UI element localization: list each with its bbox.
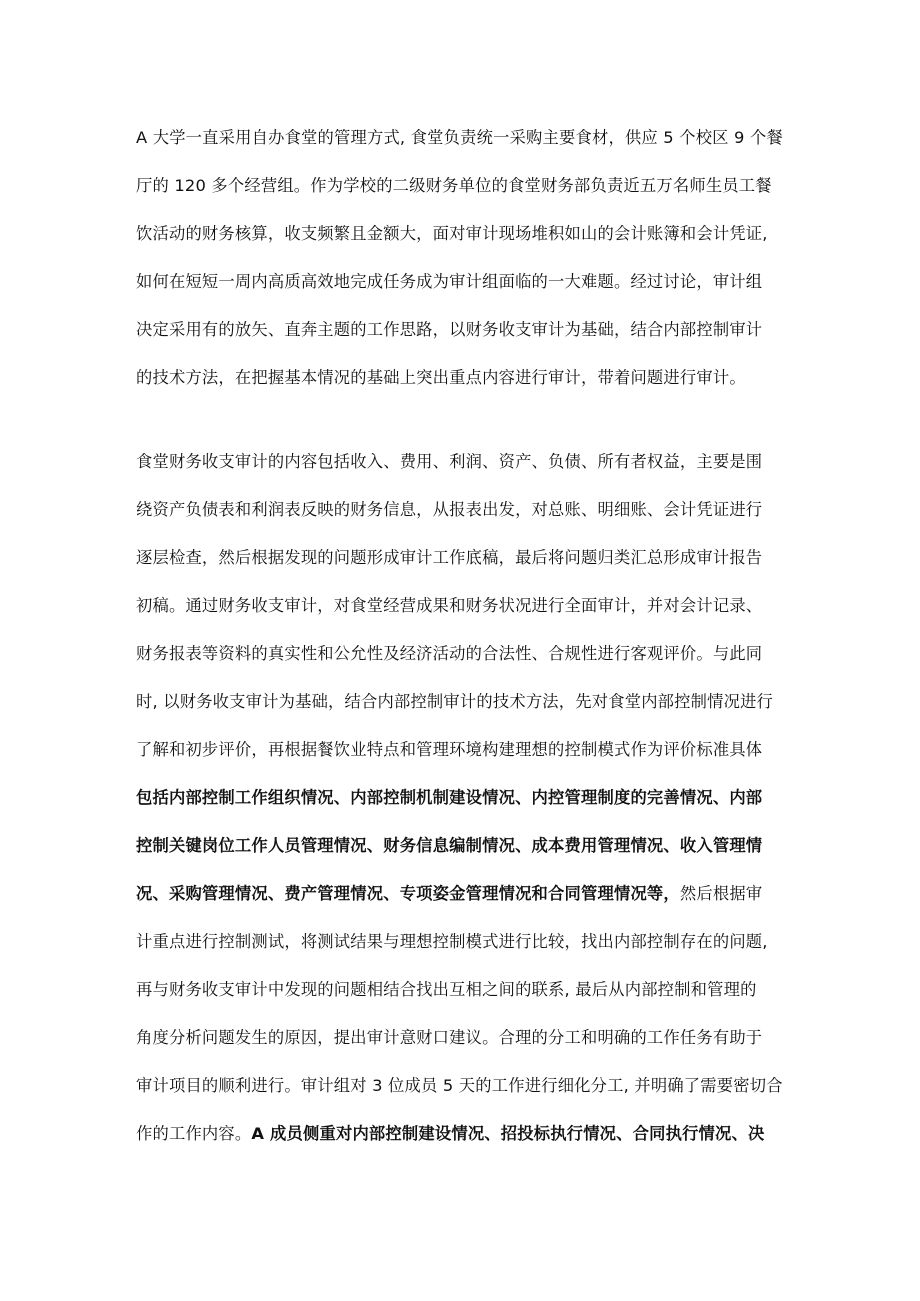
text-line: 的技术方法，在把握基本情况的基础上突出重点内容进行审计，带着问题进行审计。 <box>136 368 746 387</box>
text-line: 角度分析问题发生的原因，提出审计意财口建议。合理的分工和明确的工作任务有助于 <box>136 1028 763 1047</box>
text-line: 财务报表等资料的真实性和公允性及经济活动的合法性、合规性进行客观评价。与此同 <box>136 644 763 663</box>
text-line-mixed <box>136 882 796 906</box>
text-line-bold: 控制关键岗位工作人员管理情况、财务信息编制情况、成本费用管理情况、收入管理情 <box>136 836 763 855</box>
text-line: 食堂财务收支审计的内容包括收入、费用、利润、资产、负债、所有者权益，主要是围 <box>136 452 763 471</box>
text-line: 决定采用有的放矢、直奔主题的工作思路，以财务收支审计为基础，结合内部控制审计 <box>136 320 763 339</box>
text-line-bold: 包括内部控制工作组织情况、内部控制机制建设情况、内控管理制度的完善情况、内部 <box>136 788 763 807</box>
bold-span: 况、采购管理情况、费产管理情况、专项姿金管理情况和合同管理情况等， <box>136 884 680 903</box>
text-line: 再与财务收支审计中发现的问题相结合找出互相之间的联系, 最后从内部控制和管理的 <box>136 980 757 999</box>
text-line: A 大学一直采用自办食堂的管理方式, 食堂负责统一采购主要食材，供应 5 个校区 9 个餐 <box>136 128 783 147</box>
text-line: 计重点进行控制测试，将测试结果与理想控制模式进行比较，找出内部控制存在的问题, <box>136 932 768 951</box>
text-line: 如何在短短一周内高质高效地完成任务成为审计组面临的一大难题。经过讨论，审计组 <box>136 272 763 291</box>
text-line: 初稿。通过财务收支审计，对食堂经营成果和财务状况进行全面审计，并对会计记录、 <box>136 596 763 615</box>
text-line: 时, 以财务收支审计为基础，结合内部控制审计的技术方法，先对食堂内部控制情况进行 <box>136 692 774 711</box>
text-line: 饮活动的财务核算，收支频繁且金额大，面对审计现场堆积如山的会计账簿和会计凭证, <box>136 224 768 243</box>
text-line: 绕资产负债表和利润表反映的财务信息，从报表出发，对总账、明细账、会计凭证进行 <box>136 500 763 519</box>
text-line: 审计项目的顺利进行。审计组对 3 位成员 5 天的工作进行细化分工, 并明确了需要密切合 <box>136 1076 783 1095</box>
text-line: 了解和初步评价，再根据餐饮业特点和管理环境构建理想的控制模式作为评价标准具体 <box>136 740 763 759</box>
text-line: 逐层检查，然后根据发现的问题形成审计工作底稿，最后将问题归类汇总形成审计报告 <box>136 548 763 567</box>
bold-span: A 成员侧重对内部控制建设情况、招投标执行情况、合同执行情况、决 <box>251 1124 765 1143</box>
normal-span: 然后根据审 <box>679 884 763 903</box>
text-line-mixed <box>136 1122 796 1146</box>
text-line: 厅的 120 多个经营组。作为学校的二级财务单位的食堂财务部负责近五万名师生员工餐 <box>136 176 772 195</box>
normal-span: 作的工作内容。 <box>136 1124 252 1143</box>
